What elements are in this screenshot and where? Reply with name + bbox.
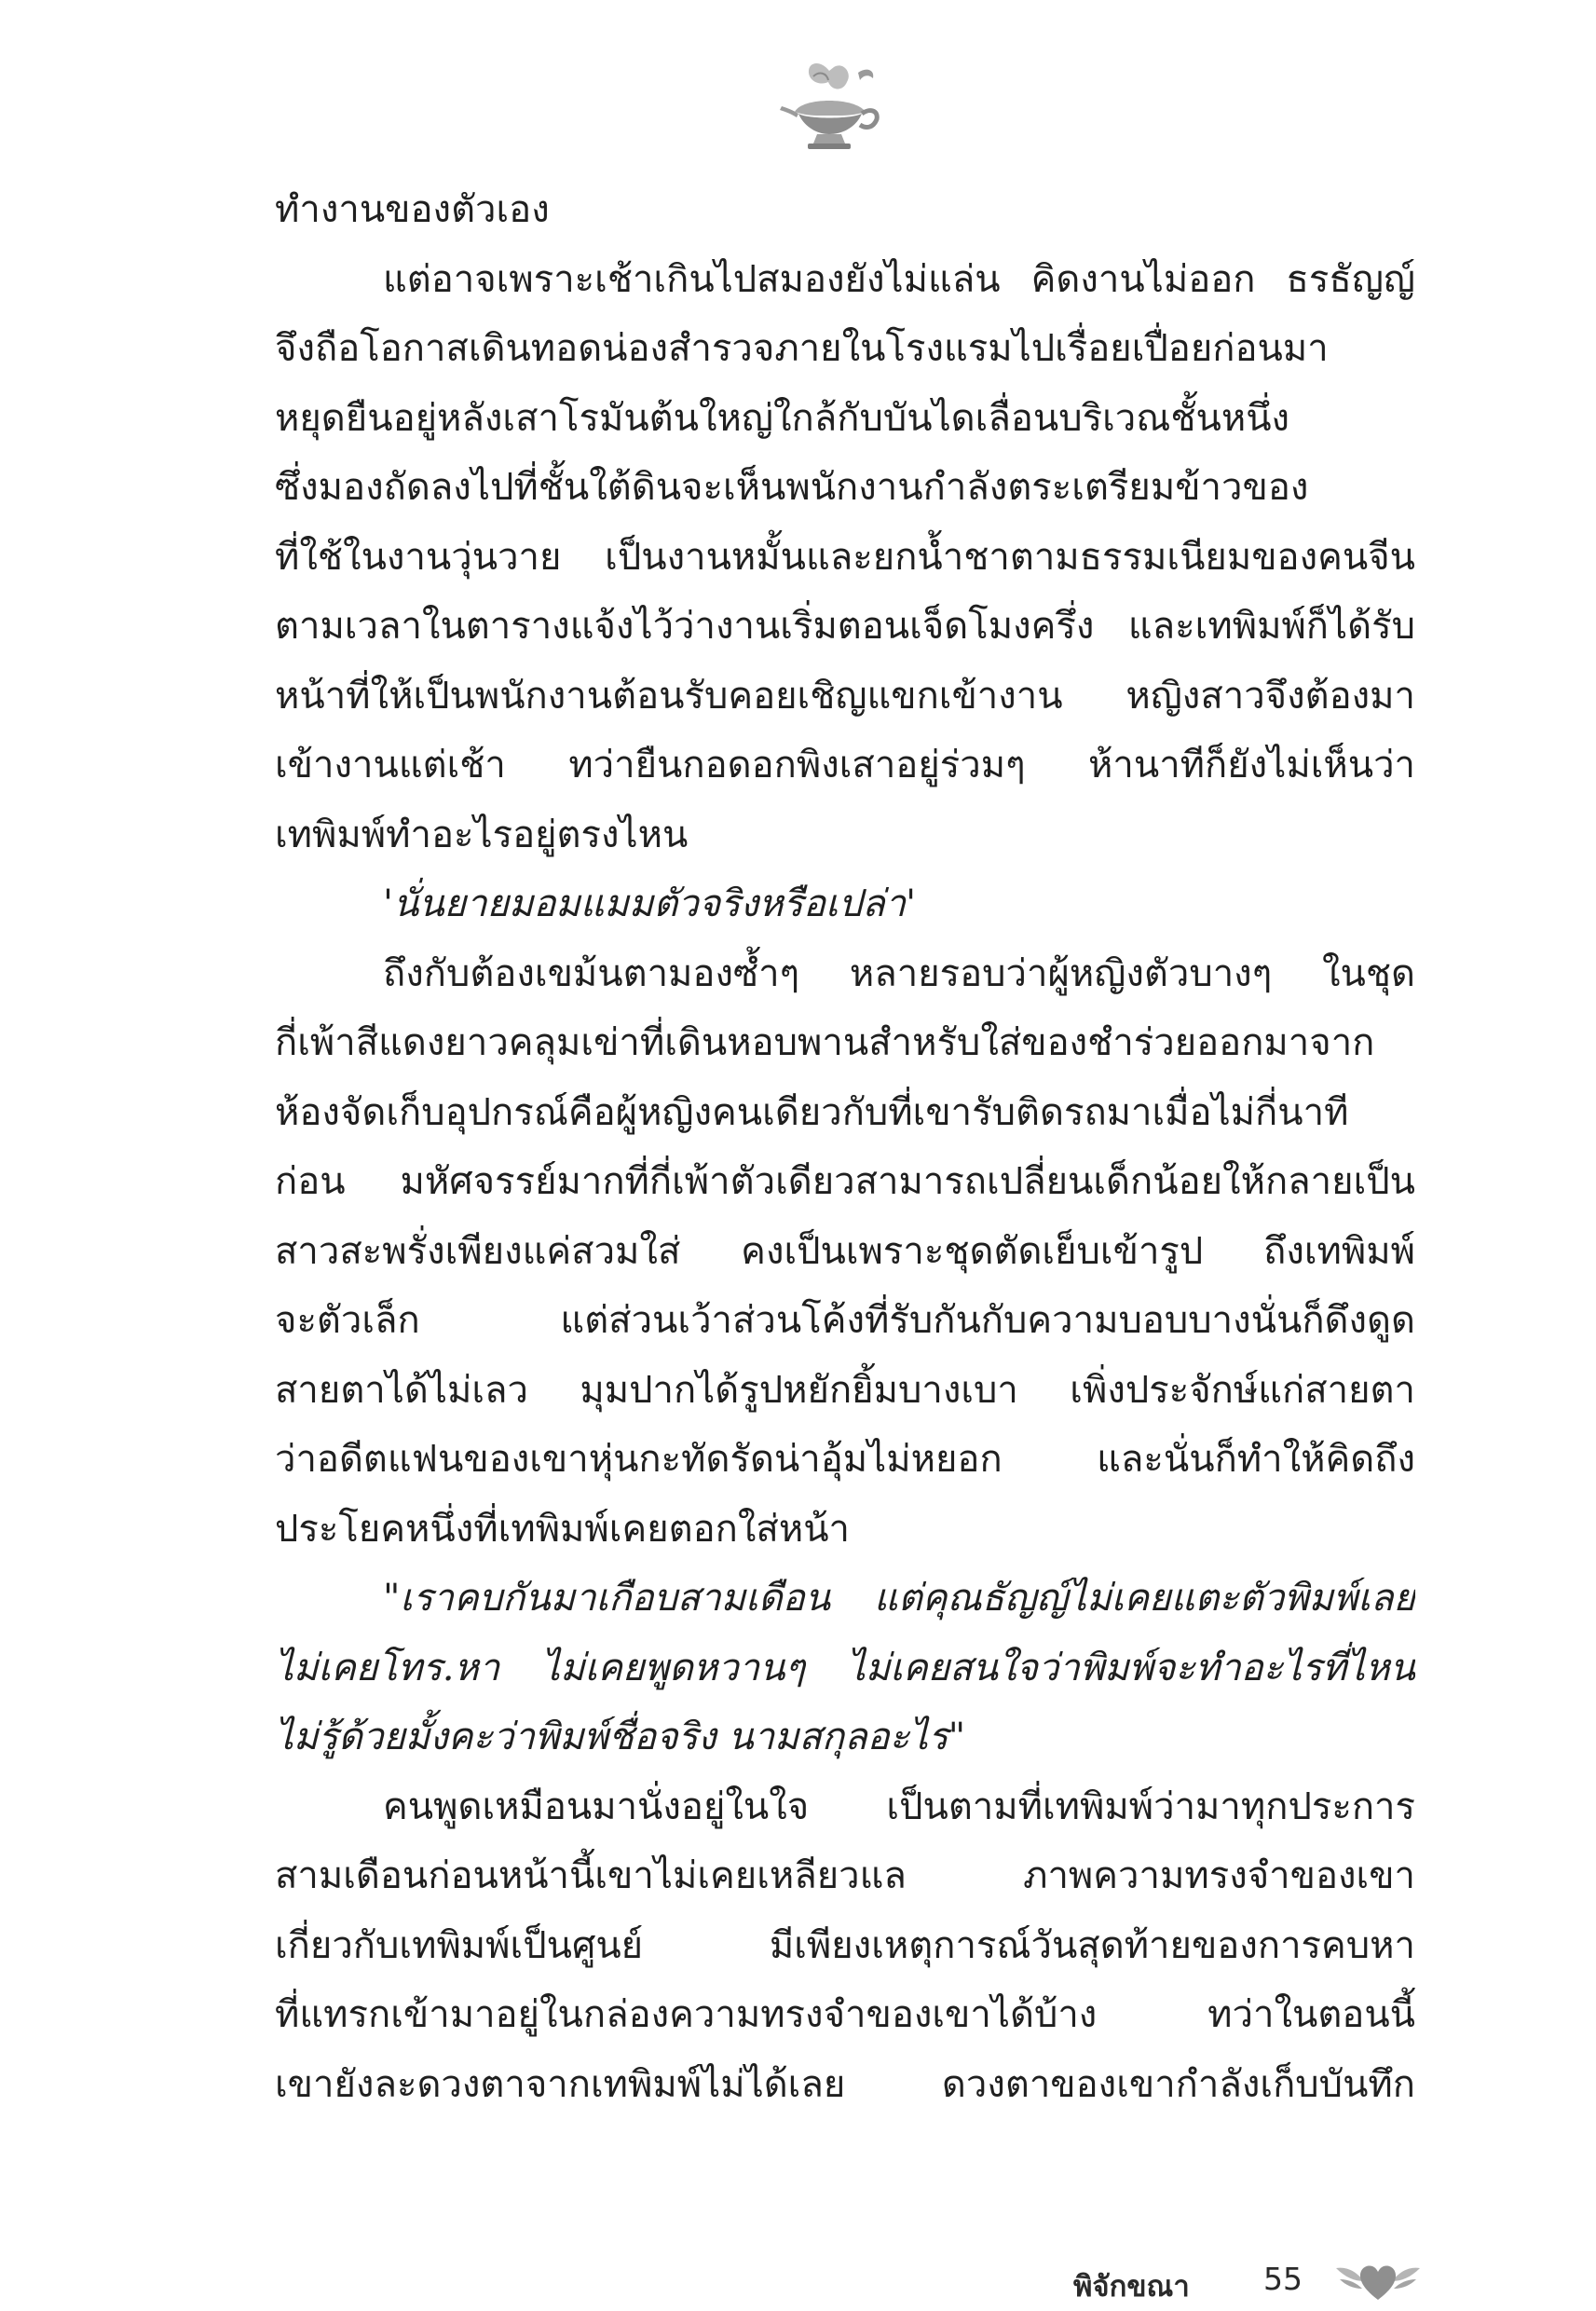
text-line: สายตาได้ไม่เลว มุมปากได้รูปหยักยิ้มบางเบา เพิ่งประจักษ์แก่สายตา [275,1368,1415,1412]
text-line: คนพูดเหมือนมานั่งอยู่ในใจ เป็นตามที่เทพิมพ์ว่ามาทุกประการ [383,1785,1415,1828]
paragraph-thought [275,869,1415,939]
winged-heart-icon [1332,2255,1424,2304]
text-line: แต่อาจเพราะเช้าเกินไปสมองยังไม่แล่น คิดงานไม่ออก ธรธัญญ์ [383,257,1415,301]
text-line: สาวสะพรั่งเพียงแค่สวมใส่ คงเป็นเพราะชุดตัดเย็บเข้ารูป ถึงเทพิมพ์ [275,1229,1415,1273]
text-line: ว่าอดีตแฟนของเขาหุ่นกะทัดรัดน่าอุ้มไม่หยอก และนั่นก็ทำให้คิดถึง [275,1438,1415,1481]
paragraph-quote [275,1564,1415,1772]
text-line: ถึงกับต้องเขม้นตามองซ้ำๆ หลายรอบว่าผู้หญิงตัวบางๆ ในชุด [383,951,1415,995]
paragraph [275,245,1415,870]
text-line: ซึ่งมองถัดลงไปที่ชั้นใต้ดินจะเห็นพนักงานกำลังตระเตรียมข้าวของ [275,466,1309,509]
running-title: พิจักขณา [1073,2270,1190,2304]
paragraph [275,1772,1415,2120]
text-line: ห้องจัดเก็บอุปกรณ์คือผู้หญิงคนเดียวกับที่เขารับติดรถมาเมื่อไม่กี่นาที [275,1090,1349,1134]
lamp-ornament-icon [776,54,882,157]
text-line: เทพิมพ์ทำอะไรอยู่ตรงไหน [275,813,689,856]
text-line: จะตัวเล็ก แต่ส่วนเว้าส่วนโค้งที่รับกันกับความบอบบางนั่นก็ดึงดูด [275,1299,1415,1342]
text-line: ไม่รู้ด้วยมั้งคะว่าพิมพ์ชื่อจริง นามสกุลอะไร" [275,1716,966,1758]
text-line: จึงถือโอกาสเดินทอดน่องสำรวจภายในโรงแรมไปเรื่อยเปื่อยก่อนมา [275,327,1329,370]
text-line: 'นั่นยายมอมแมมตัวจริงหรือเปล่า' [383,882,917,925]
text-line: เกี่ยวกับเทพิมพ์เป็นศูนย์ มีเพียงเหตุการณ์วันสุดท้ายของการคบหา [275,1923,1415,1967]
paragraph [275,175,1415,245]
text-line: ตามเวลาในตารางแจ้งไว้ว่างานเริ่มตอนเจ็ดโมงครึ่ง และเทพิมพ์ก็ได้รับ [275,605,1415,648]
text-line: ที่แทรกเข้ามาอยู่ในกล่องความทรงจำของเขาได้บ้าง ทว่าในตอนนี้ [275,1993,1415,2036]
text-line: ประโยคหนึ่งที่เทพิมพ์เคยตอกใส่หน้า [275,1507,850,1551]
body-text [275,175,1415,2119]
page-number: 55 [1263,2261,1303,2297]
paragraph [275,939,1415,1565]
text-line: หน้าที่ให้เป็นพนักงานต้อนรับคอยเชิญแขกเข้างาน หญิงสาวจึงต้องมา [275,674,1415,718]
text-line: กี่เพ้าสีแดงยาวคลุมเข่าที่เดินหอบพานสำหรับใส่ของชำร่วยออกมาจาก [275,1021,1375,1064]
text-line: ก่อน มหัศจรรย์มากที่กี่เพ้าตัวเดียวสามารถเปลี่ยนเด็กน้อยให้กลายเป็น [275,1160,1415,1203]
text-line: ที่ใช้ในงานวุ่นวาย เป็นงานหมั้นและยกน้ำชาตามธรรมเนียมของคนจีน [275,535,1415,579]
text-line: เขายังละดวงตาจากเทพิมพ์ไม่ได้เลย ดวงตาของเขากำลังเก็บบันทึก [275,2062,1415,2106]
text-line: สามเดือนก่อนหน้านี้เขาไม่เคยเหลียวแล ภาพความทรงจำของเขา [275,1854,1415,1897]
text-line: หยุดยืนอยู่หลังเสาโรมันต้นใหญ่ใกล้กับบันไดเลื่อนบริเวณชั้นหนึ่ง [275,396,1290,440]
text-line: ไม่เคยโทร.หา ไม่เคยพูดหวานๆ ไม่เคยสนใจว่าพิมพ์จะทำอะไรที่ไหน [275,1646,1415,1689]
page-footer [1062,2263,1416,2307]
text-line: "เราคบกันมาเกือบสามเดือน แต่คุณธัญญ์ไม่เคยแตะตัวพิมพ์เลย [383,1577,1415,1620]
text-line: เข้างานแต่เช้า ทว่ายืนกอดอกพิงเสาอยู่ร่วมๆ ห้านาทีก็ยังไม่เห็นว่า [275,744,1415,786]
text-line: ทำงานของตัวเอง [275,188,550,231]
